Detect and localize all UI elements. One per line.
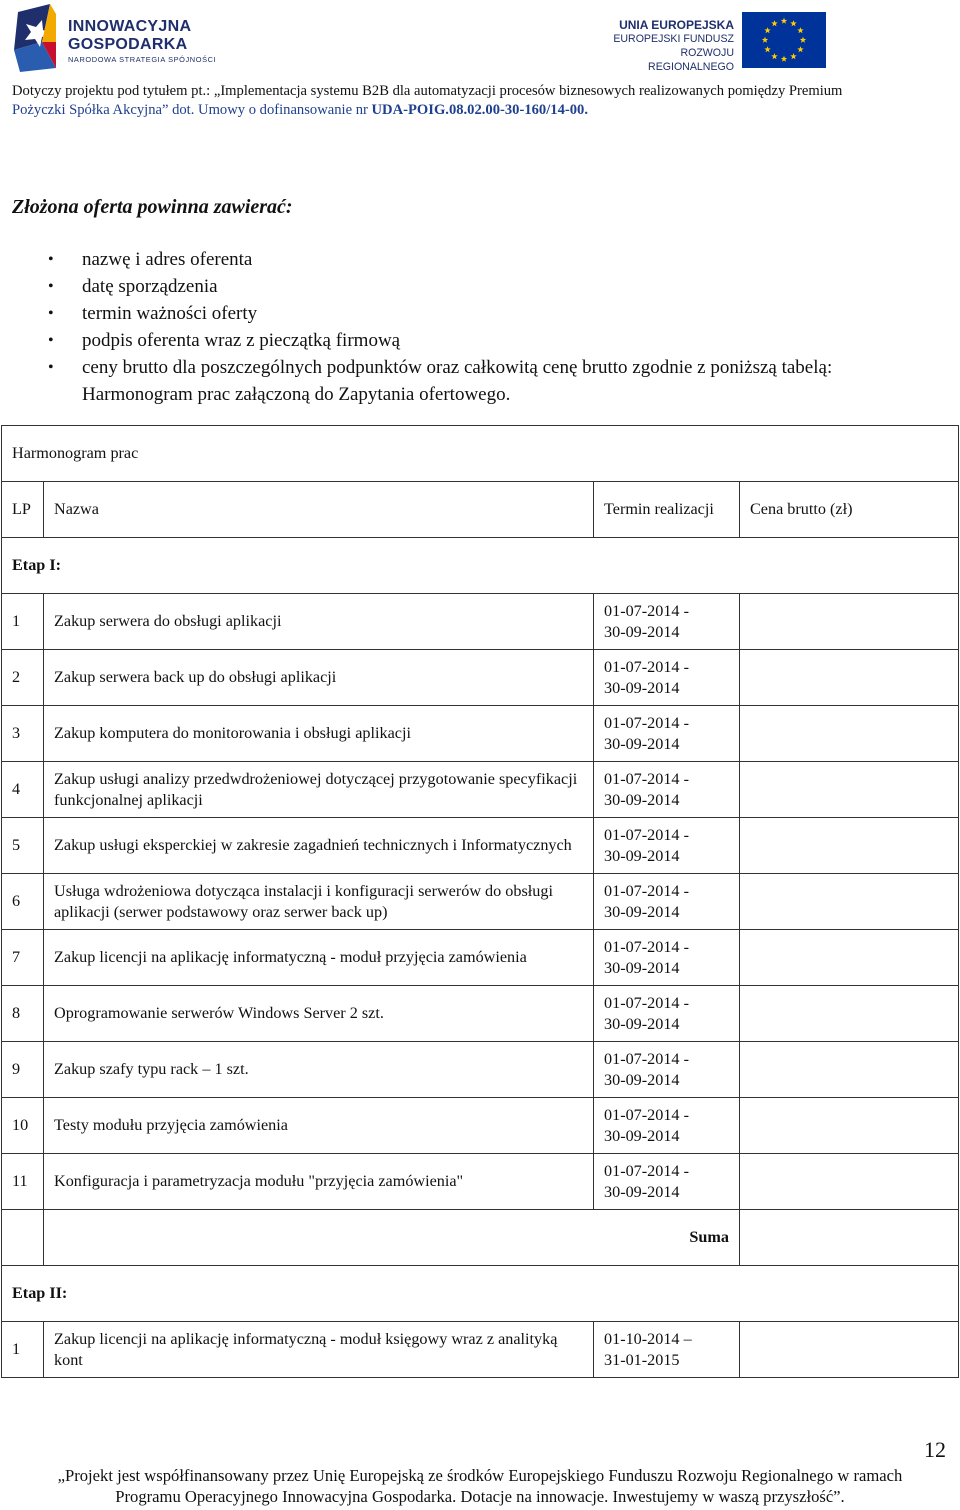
table-row xyxy=(2,930,959,986)
table-row xyxy=(2,1098,959,1154)
row-term xyxy=(594,1042,740,1098)
row-term xyxy=(594,1154,740,1210)
ig-logo-line2: GOSPODARKA xyxy=(68,36,188,53)
term-end: 30-09-2014 xyxy=(604,1182,680,1201)
row-price xyxy=(740,650,959,706)
stage1-label: Etap I: xyxy=(2,538,959,594)
bullet-icon: • xyxy=(48,251,54,268)
ig-logo-subtitle: NARODOWA STRATEGIA SPÓJNOŚCI xyxy=(68,55,217,64)
footer-line2: Programu Operacyjnego Innowacyjna Gospodarka. Dotacje na innowacje. Inwestujemy w waszą przyszłość”. xyxy=(115,1487,845,1506)
row-term xyxy=(594,594,740,650)
row-lp: 10 xyxy=(2,1098,44,1154)
term-start: 01-07-2014 - xyxy=(604,657,689,676)
footer xyxy=(0,1465,960,1507)
eu-star-icon xyxy=(764,46,770,52)
row-name: Konfiguracja i parametryzacja modułu "przyjęcia zamówienia" xyxy=(44,1154,594,1210)
header-term: Termin realizacji xyxy=(594,482,740,538)
term-start: 01-07-2014 - xyxy=(604,1105,689,1124)
eu-star-icon xyxy=(764,27,770,33)
header-name: Nazwa xyxy=(44,482,594,538)
sum-row xyxy=(2,1210,959,1266)
page-number: 12 xyxy=(924,1437,946,1462)
row-term xyxy=(594,650,740,706)
requirements-list xyxy=(48,246,908,408)
row-name: Zakup komputera do monitorowania i obsługi aplikacji xyxy=(44,706,594,762)
term-end: 30-09-2014 xyxy=(604,622,680,641)
row-price xyxy=(740,930,959,986)
bullet-icon: • xyxy=(48,332,54,349)
bullet-icon: • xyxy=(48,305,54,322)
project-note-line2-text: Pożyczki Spółka Akcyjna” dot. Umowy o dofinansowanie nr xyxy=(12,102,372,118)
row-name: Zakup serwera do obsługi aplikacji xyxy=(44,594,594,650)
eu-star-icon xyxy=(771,53,777,59)
term-end: 30-09-2014 xyxy=(604,678,680,697)
term-start: 01-07-2014 - xyxy=(604,937,689,956)
row-lp: 4 xyxy=(2,762,44,818)
schedule-table xyxy=(1,425,959,1378)
row-lp: 9 xyxy=(2,1042,44,1098)
table-row xyxy=(2,1154,959,1210)
row-term xyxy=(594,874,740,930)
term-end: 30-09-2014 xyxy=(604,734,680,753)
list-item-text: datę sporządzenia xyxy=(82,276,218,297)
sum-label: Suma xyxy=(44,1210,740,1266)
ig-logo-text xyxy=(68,18,191,54)
row-name: Zakup szafy typu rack – 1 szt. xyxy=(44,1042,594,1098)
list-item xyxy=(48,354,908,408)
stage1-row xyxy=(2,538,959,594)
list-item xyxy=(48,246,908,273)
eu-star-icon xyxy=(800,37,806,43)
row-name: Zakup licencji na aplikację informatyczną - moduł księgowy wraz z analityką kont xyxy=(44,1322,594,1378)
eu-logo-line3: ROZWOJU REGIONALNEGO xyxy=(648,47,734,73)
row-price xyxy=(740,762,959,818)
stage2-row xyxy=(2,1266,959,1322)
list-item xyxy=(48,273,908,300)
term-end: 30-09-2014 xyxy=(604,1014,680,1033)
term-end: 30-09-2014 xyxy=(604,846,680,865)
row-name: Testy modułu przyjęcia zamówienia xyxy=(44,1098,594,1154)
eu-logo-line1: UNIA EUROPEJSKA xyxy=(619,18,734,32)
header-lp: LP xyxy=(2,482,44,538)
eu-star-icon xyxy=(781,56,787,62)
term-start: 01-07-2014 - xyxy=(604,769,689,788)
row-price xyxy=(740,1098,959,1154)
row-name: Usługa wdrożeniowa dotycząca instalacji i konfiguracji serwerów do obsługi aplikacji (serwer podstawowy oraz serwer back up) xyxy=(44,874,594,930)
eu-logo xyxy=(592,8,832,73)
bullet-icon: • xyxy=(48,359,54,376)
row-name: Zakup usługi eksperckiej w zakresie zagadnień technicznych i Informatycznych xyxy=(44,818,594,874)
table-row xyxy=(2,986,959,1042)
section-title: Złożona oferta powinna zawierać: xyxy=(12,196,293,218)
table-caption: Harmonogram prac xyxy=(2,426,959,482)
ig-logo-line1: INNOWACYJNA xyxy=(68,18,192,35)
term-end: 30-09-2014 xyxy=(604,1070,680,1089)
header-price: Cena brutto (zł) xyxy=(740,482,959,538)
row-lp: 6 xyxy=(2,874,44,930)
list-item-text: nazwę i adres oferenta xyxy=(82,249,253,270)
row-price xyxy=(740,986,959,1042)
row-name: Oprogramowanie serwerów Windows Server 2 szt. xyxy=(44,986,594,1042)
table-row xyxy=(2,650,959,706)
row-name: Zakup usługi analizy przedwdrożeniowej dotyczącej przygotowanie specyfikacji funkcjonalnej aplikacji xyxy=(44,762,594,818)
term-start: 01-07-2014 - xyxy=(604,713,689,732)
eu-logo-text xyxy=(592,18,734,74)
list-item-text: termin ważności oferty xyxy=(82,303,258,324)
row-lp: 1 xyxy=(2,594,44,650)
row-name: Zakup licencji na aplikację informatyczną - moduł przyjęcia zamówienia xyxy=(44,930,594,986)
list-item-text: podpis oferenta wraz z pieczątką firmową xyxy=(82,330,401,351)
row-name: Zakup serwera back up do obsługi aplikacji xyxy=(44,650,594,706)
list-item-text: ceny brutto dla poszczególnych podpunktów oraz całkowitą cenę brutto zgodnie z poniższą tabelą: Harmonogram prac załączoną do Zapytania ofertowego. xyxy=(82,357,833,405)
table-row xyxy=(2,706,959,762)
footer-line1: „Projekt jest współfinansowany przez Unię Europejską ze środków Europejskiego Funduszu Rozwoju Regionalnego w ramach xyxy=(57,1466,903,1485)
eu-star-icon xyxy=(762,37,768,43)
term-start: 01-07-2014 - xyxy=(604,993,689,1012)
row-lp: 8 xyxy=(2,986,44,1042)
project-note-line1: Dotyczy projektu pod tytułem pt.: „Implementacja systemu B2B dla automatyzacji procesów biznesowych realizowanych pomiędzy Premium xyxy=(12,83,843,99)
project-note-line2 xyxy=(12,101,947,120)
eu-star-icon xyxy=(771,20,777,26)
sum-lp-cell xyxy=(2,1210,44,1266)
sum-value-cell xyxy=(740,1210,959,1266)
table-row xyxy=(2,818,959,874)
table-row xyxy=(2,594,959,650)
eu-star-icon xyxy=(790,20,796,26)
agreement-number: UDA-POIG.08.02.00-30-160/14-00. xyxy=(371,102,588,118)
table-row xyxy=(2,1322,959,1378)
row-price xyxy=(740,706,959,762)
row-lp: 3 xyxy=(2,706,44,762)
bullet-icon: • xyxy=(48,278,54,295)
eu-star-icon xyxy=(781,18,787,24)
term-start: 01-07-2014 - xyxy=(604,1161,689,1180)
row-lp: 11 xyxy=(2,1154,44,1210)
row-price xyxy=(740,1042,959,1098)
list-item xyxy=(48,300,908,327)
term-start: 01-07-2014 - xyxy=(604,881,689,900)
eu-star-icon xyxy=(797,27,803,33)
term-end: 30-09-2014 xyxy=(604,1126,680,1145)
term-start: 01-10-2014 – xyxy=(604,1329,692,1348)
innowacyjna-gospodarka-logo xyxy=(12,2,252,74)
table-caption-row xyxy=(2,426,959,482)
project-note xyxy=(12,82,947,120)
row-term xyxy=(594,930,740,986)
row-price xyxy=(740,1322,959,1378)
table-row xyxy=(2,1042,959,1098)
row-lp: 7 xyxy=(2,930,44,986)
innowacyjna-gospodarka-emblem-icon xyxy=(12,2,68,74)
row-term xyxy=(594,986,740,1042)
row-lp: 2 xyxy=(2,650,44,706)
eu-flag-icon xyxy=(742,12,826,68)
stage2-label: Etap II: xyxy=(2,1266,959,1322)
table-row xyxy=(2,762,959,818)
eu-logo-line2: EUROPEJSKI FUNDUSZ xyxy=(613,33,734,45)
row-term xyxy=(594,762,740,818)
row-term xyxy=(594,1098,740,1154)
row-term xyxy=(594,818,740,874)
table-header-row xyxy=(2,482,959,538)
row-lp: 5 xyxy=(2,818,44,874)
term-end: 30-09-2014 xyxy=(604,902,680,921)
row-lp: 1 xyxy=(2,1322,44,1378)
row-price xyxy=(740,594,959,650)
row-price xyxy=(740,874,959,930)
row-price xyxy=(740,1154,959,1210)
row-term xyxy=(594,1322,740,1378)
row-price xyxy=(740,818,959,874)
term-start: 01-07-2014 - xyxy=(604,1049,689,1068)
term-start: 01-07-2014 - xyxy=(604,825,689,844)
term-end: 30-09-2014 xyxy=(604,958,680,977)
term-start: 01-07-2014 - xyxy=(604,601,689,620)
list-item xyxy=(48,327,908,354)
row-term xyxy=(594,706,740,762)
eu-star-icon xyxy=(797,46,803,52)
term-end: 30-09-2014 xyxy=(604,790,680,809)
term-end: 31-01-2015 xyxy=(604,1350,680,1369)
eu-star-icon xyxy=(790,53,796,59)
table-row xyxy=(2,874,959,930)
